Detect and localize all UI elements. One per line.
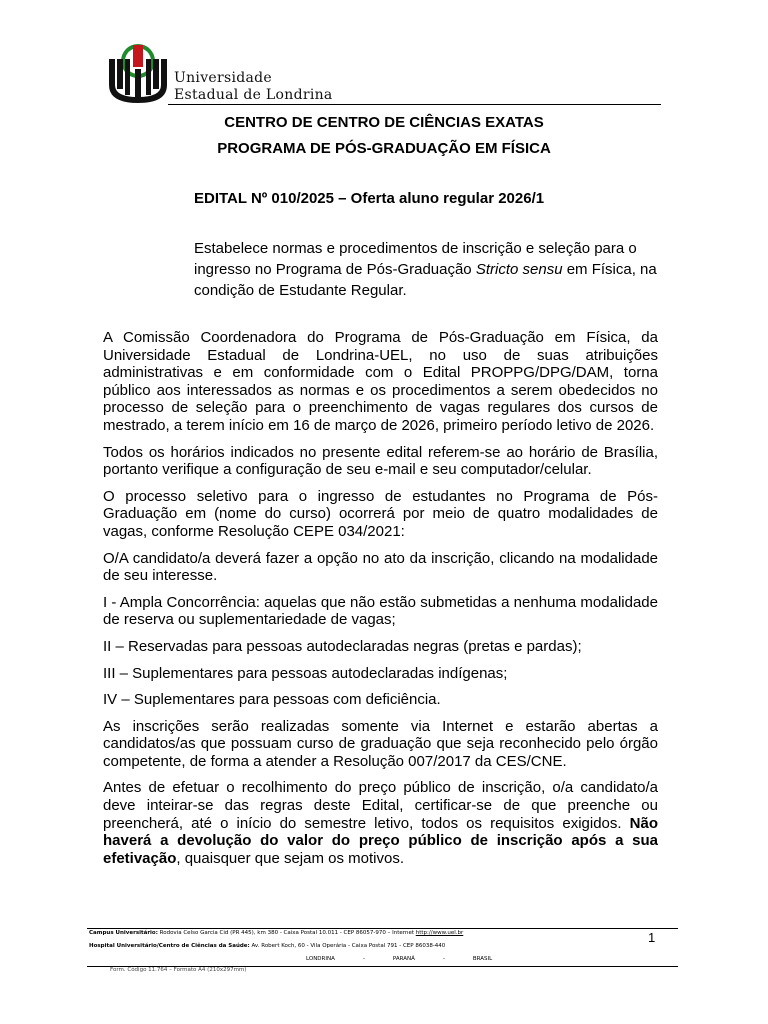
paragraph-last-end: , quaisquer que sejam os motivos.: [176, 849, 404, 867]
footer-state: PARANÁ: [392, 956, 415, 962]
footer-sep: -: [442, 956, 445, 962]
program-title: PROGRAMA DE PÓS-GRADUAÇÃO EM FÍSICA: [217, 140, 551, 157]
form-code: Form. Código 11.764 – Formato A4 (210x297mm): [110, 967, 247, 973]
ementa-text-end: em Física, na condição de Estudante Regular.: [194, 261, 657, 299]
header-rule: [168, 104, 661, 105]
paragraph: O processo seletivo para o ingresso de estudantes no Programa de Pós-Graduação em (nome do curso) ocorrerá por meio de quatro modalidades de vagas, conforme Resolução CEPE 034/2021:: [103, 487, 658, 540]
ementa-text: Estabelece normas e procedimentos de inscrição e seleção para o ingresso no Programa de Pós-Graduação: [194, 240, 637, 278]
institution-line1: Universidade: [174, 70, 272, 86]
logo-red-trunk: [133, 45, 143, 67]
paragraph: IV – Suplementares para pessoas com deficiência.: [103, 691, 441, 709]
paragraph-last: [103, 779, 658, 867]
footer-sep: -: [362, 956, 365, 962]
footer-campus-text: Rodovia Celso Garcia Cid (PR 445), km 380 - Caixa Postal 10.011 - CEP 86057-970 – Internet: [157, 930, 416, 936]
institution-name: [174, 70, 333, 104]
footer-campus-label: Campus Universitário:: [89, 930, 158, 936]
footer-url-link[interactable]: http://www.uel.br: [415, 930, 464, 936]
page-number: 1: [648, 930, 656, 945]
paragraph-last-text: Antes de efetuar o recolhimento do preço público de inscrição, o/a candidato/a deve inteirar-se das regras deste Edital, certificar-se de que preenche ou preencherá, até o início do semestre letivo, todos os requisitos exigidos.: [103, 779, 658, 832]
paragraph: II – Reservadas para pessoas autodeclaradas negras (pretas e pardas);: [103, 637, 582, 655]
institution-line2: Estadual de Londrina: [174, 87, 333, 103]
paragraph: Todos os horários indicados no presente edital referem-se ao horário de Brasília, portanto verifique a configuração de seu e-mail e seu computador/celular.: [103, 443, 658, 479]
paragraph: I - Ampla Concorrência: aquelas que não estão submetidas a nenhuma modalidade de reserva ou suplementariedade de vagas;: [103, 593, 658, 629]
uel-logo: [103, 41, 173, 105]
paragraph-last-bold: Não haverá a devolução do valor do preço público de inscrição após a sua efetivação: [103, 814, 658, 867]
paragraph: III – Suplementares para pessoas autodeclaradas indígenas;: [103, 664, 508, 682]
footer-country: BRASIL: [472, 956, 493, 962]
footer-campus: [89, 930, 463, 936]
footer-rule-top: [87, 928, 678, 929]
edital-body: [103, 329, 658, 876]
footer-hospital-label: Hospital Universitário/Centro de Ciências da Saúde:: [89, 943, 250, 949]
edital-title: EDITAL Nº 010/2025 – Oferta aluno regular 2026/1: [194, 190, 545, 207]
ementa: [194, 238, 659, 301]
footer-hospital-text: Av. Robert Koch, 60 - Vila Operária - Caixa Postal 791 - CEP 86038-440: [249, 943, 446, 949]
footer-hospital: [89, 943, 445, 949]
paragraph: O/A candidato/a deverá fazer a opção no ato da inscrição, clicando na modalidade de seu interesse.: [103, 549, 658, 585]
footer-city: LONDRINA: [306, 956, 335, 962]
footer-location: [306, 956, 520, 962]
paragraph: As inscrições serão realizadas somente via Internet e estarão abertas a candidatos/as que possuam curso de graduação que seja reconhecido pelo órgão competente, de forma a atender a Resolução 007/2017 da CES/CNE.: [103, 717, 658, 770]
center-title: CENTRO DE CENTRO DE CIÊNCIAS EXATAS: [224, 114, 544, 131]
paragraph: A Comissão Coordenadora do Programa de Pós-Graduação em Física, da Universidade Estadual de Londrina-UEL, no uso de suas atribuições administrativas e em conformidade com o Edital PROPPG/DPG/DAM, torna público aos interessados as normas e os procedimentos a serem obedecidos no processo de seleção para o preenchimento de vagas regulares dos cursos de mestrado, a terem início em 16 de março de 2026, primeiro período letivo de 2026.: [103, 329, 658, 434]
ementa-italic: Stricto sensu: [475, 261, 563, 278]
